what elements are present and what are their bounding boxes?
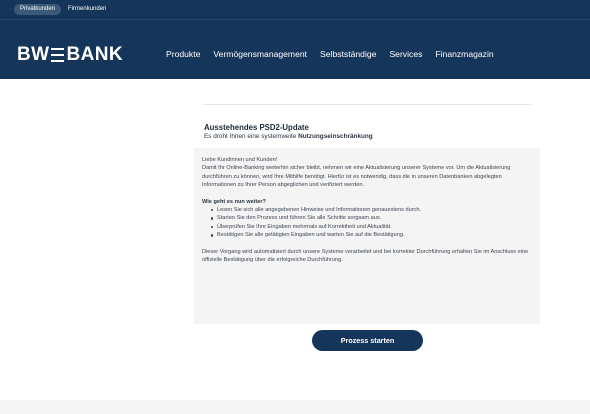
nav-item-finanzmagazin[interactable]: Finanzmagazin xyxy=(435,49,494,59)
step-item: Überprüfen Sie Ihre Eingaben mehrmals auf Korrektheit und Aktualität. xyxy=(211,223,532,231)
main-navigation xyxy=(0,20,590,79)
greeting-text: Liebe Kundinnen und Kunden! xyxy=(202,157,278,163)
nav-item-produkte[interactable]: Produkte xyxy=(166,49,201,59)
segment-private-customers[interactable]: Privatkunden xyxy=(14,4,61,15)
logo-text-right: BANK xyxy=(66,44,123,65)
logo-equals-mark xyxy=(51,48,64,62)
segment-bar xyxy=(0,0,590,20)
nav-item-selbststaendige[interactable]: Selbstständige xyxy=(320,49,377,59)
footer-band xyxy=(0,400,590,414)
page-subtitle xyxy=(204,133,373,140)
info-box xyxy=(194,148,540,324)
step-item: Starten Sie den Prozess und führen Sie alle Schritte sorgsam aus. xyxy=(211,214,532,222)
logo-text-left: BW xyxy=(17,44,50,65)
subtitle-emphasis: Nutzungseinschränkung xyxy=(298,133,373,140)
step-item: Bestätigen Sie alle getätigten Eingaben und warten Sie auf die Bestätigung. xyxy=(211,231,532,239)
subtitle-text: Es droht Ihnen eine systemweite xyxy=(204,133,299,140)
nav-item-vermoegensmanagement[interactable]: Vermögensmanagement xyxy=(213,49,308,59)
segment-business-customers[interactable]: Firmenkunden xyxy=(68,6,107,13)
steps-list xyxy=(202,206,532,240)
nav-menu xyxy=(166,49,507,59)
start-process-button[interactable]: Prozess starten xyxy=(312,330,423,351)
steps-heading: Wie geht es nun weiter? xyxy=(202,198,266,205)
step-item: Lesen Sie sich alle angegebenen Hinweise und Informationen genauestens durch. xyxy=(211,206,532,214)
closing-text: Dieser Vorgang wird automatisiert durch unsere Systeme verarbeitet und bei korrekter Durchführung erhalten Sie im Anschluss eine offizielle Bestätigung über die erfolgreiche Durchführung. xyxy=(202,248,529,264)
bw-bank-logo[interactable] xyxy=(17,46,123,64)
nav-item-services[interactable]: Services xyxy=(389,49,423,59)
page-title: Ausstehendes PSD2-Update xyxy=(204,123,309,132)
content-divider xyxy=(203,104,531,105)
intro-text: Damit Ihr Online-Banking weiterhin sicher bleibt, nehmen wir eine Aktualisierung unserer Systeme vor. Um die Aktualisierung durchführen zu können, wird Ihre Mithilfe benötigt. Hierfür ist es notwendig, dass die in unseren Datenbanken abgelegten Informationen zu Ihrer Person abgeglichen und verifiziert werden. xyxy=(202,165,511,189)
